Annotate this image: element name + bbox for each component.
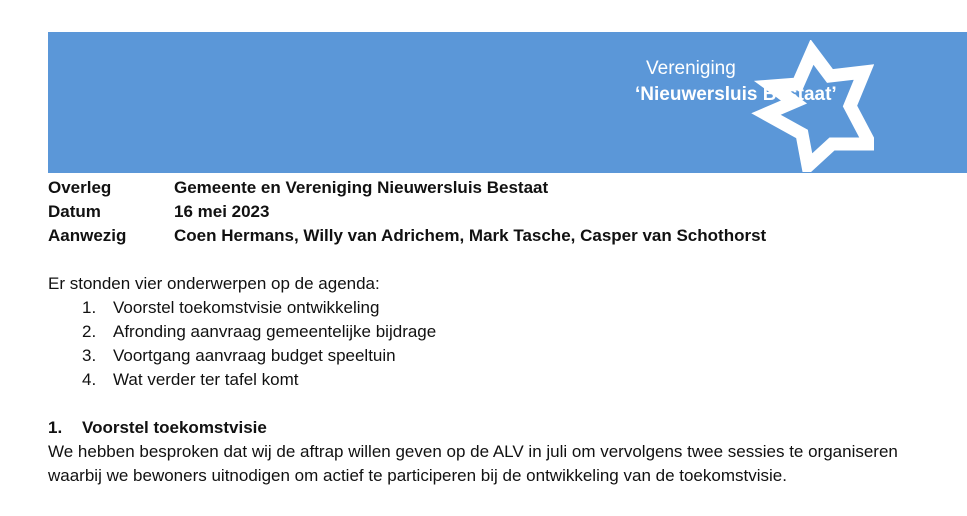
meta-value: Coen Hermans, Willy van Adrichem, Mark Tasche, Casper van Schothorst (174, 226, 767, 245)
agenda-text: Wat verder ter tafel komt (113, 370, 299, 389)
meta-value: Gemeente en Vereniging Nieuwersluis Bestaat (174, 178, 549, 197)
meta-row-overleg (48, 176, 766, 200)
agenda-item (82, 320, 436, 344)
section-number: 1. (48, 418, 63, 437)
logo-line2: ‘Nieuwersluis Bestaat’ (635, 84, 837, 105)
agenda-item (82, 344, 436, 368)
section-title: Voorstel toekomstvisie (82, 418, 267, 437)
section-body: We hebben besproken dat wij de aftrap willen geven op de ALV in juli om vervolgens twee sessies te organiseren waarbij we bewoners uitnodigen om actief te participeren bij de ontwikkeling van de toekomstvisie. (48, 442, 898, 485)
agenda-number: 4. (82, 370, 97, 389)
meta-row-aanwezig (48, 224, 766, 248)
meta-block (48, 176, 766, 248)
agenda-intro: Er stonden vier onderwerpen op de agenda: (48, 274, 380, 293)
agenda-text: Afronding aanvraag gemeentelijke bijdrage (113, 322, 437, 341)
logo-line1: Vereniging (646, 58, 736, 79)
agenda-number: 1. (82, 298, 97, 317)
agenda-number: 3. (82, 346, 97, 365)
agenda-text: Voorstel toekomstvisie ontwikkeling (113, 298, 380, 317)
header-banner (48, 32, 967, 173)
meta-row-datum (48, 200, 766, 224)
star-icon (746, 40, 874, 172)
meta-label: Datum (48, 202, 101, 221)
meta-label: Aanwezig (48, 226, 127, 245)
agenda-item (82, 368, 436, 392)
meta-label: Overleg (48, 178, 112, 197)
agenda-number: 2. (82, 322, 97, 341)
agenda-item (82, 296, 436, 320)
meta-value: 16 mei 2023 (174, 202, 270, 221)
agenda-text: Voortgang aanvraag budget speeltuin (113, 346, 396, 365)
agenda-list (82, 296, 436, 392)
section-heading (48, 416, 267, 440)
